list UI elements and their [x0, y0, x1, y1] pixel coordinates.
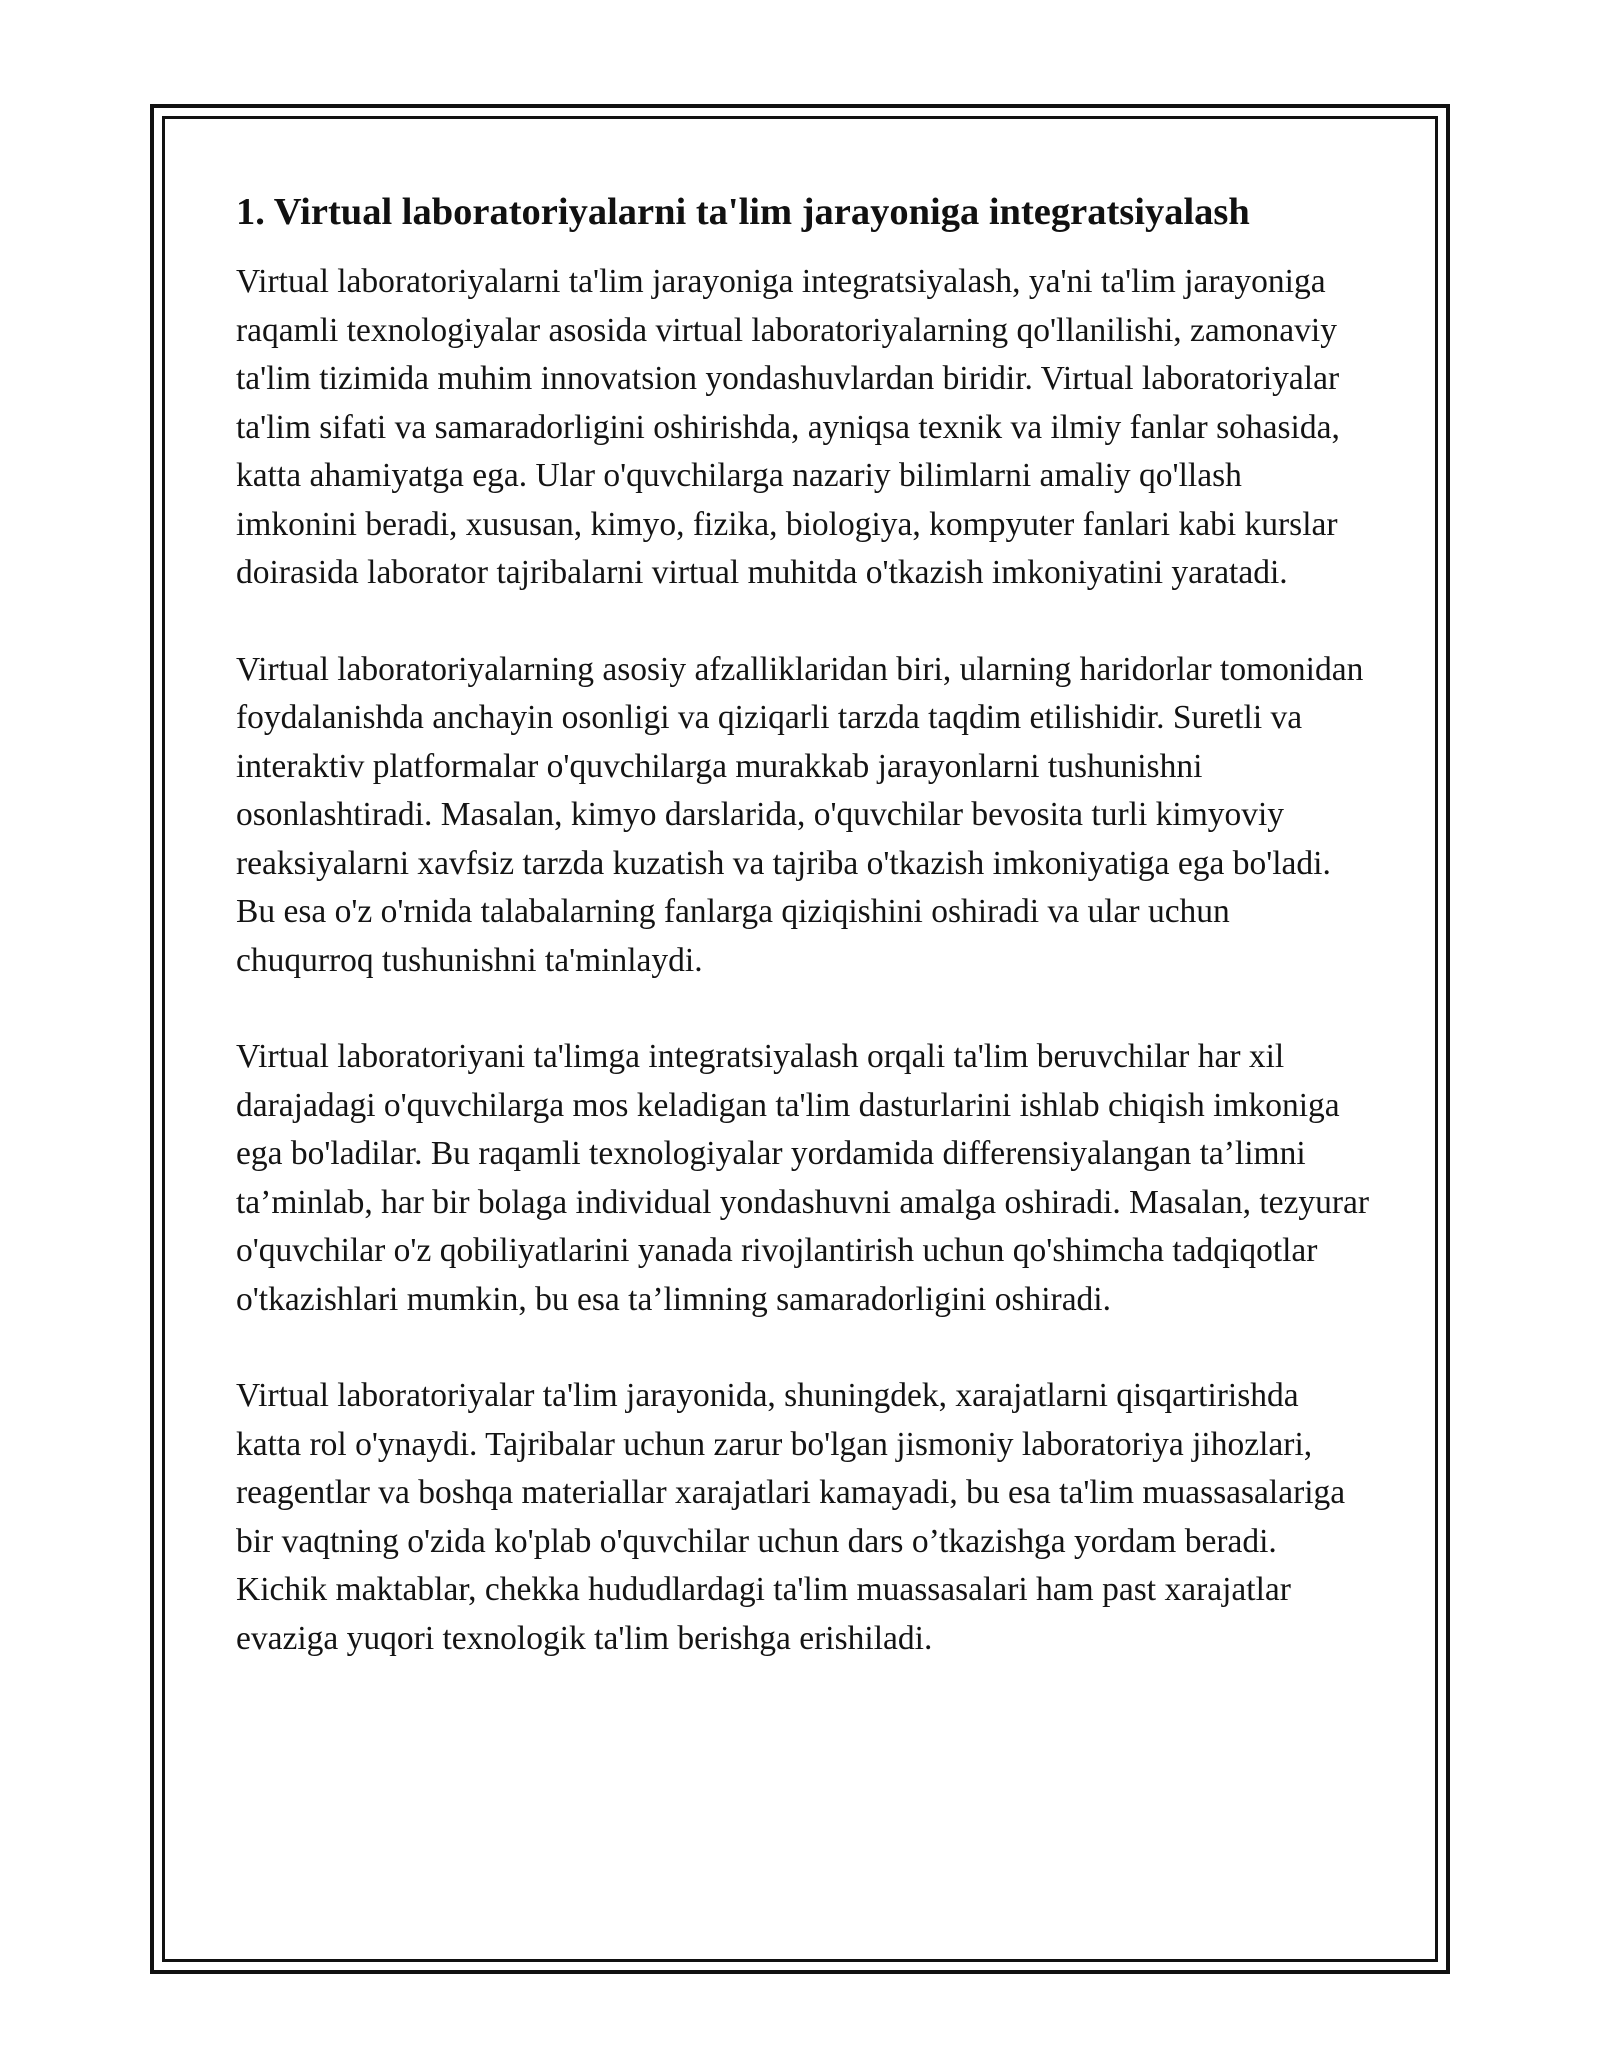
paragraph-3: Virtual laboratoriyani ta'limga integratsiyalash orqali ta'lim beruvchilar har xil darajadagi o'quvchilarga mos keladigan ta'lim dasturlarini ishlab chiqish imkoniga ega bo'ladilar. Bu raqamli texnologiyalar yordamida differensiyalangan ta’limni ta’minlab, har bir bolaga individual yondashuvni amalga oshiradi. Masalan, tezyurar o'quvchilar o'z qobiliyatlarini yanada rivojlantirish uchun qo'shimcha tadqiqotlar o'tkazishlari mumkin, bu esa ta’limning samaradorligini oshiradi. — [236, 1038, 1370, 1318]
paragraph-4: Virtual laboratoriyalar ta'lim jarayonida, shuningdek, xarajatlarni qisqartirishda katta rol o'ynaydi. Tajribalar uchun zarur bo'lgan jismoniy laboratoriya jihozlari, reagentlar va boshqa materiallar xarajatlari kamayadi, bu esa ta'lim muassasalariga bir vaqtning o'zida ko'plab o'quvchilar uchun dars o’tkazishga yordam beradi. Kichik maktablar, chekka hududlardagi ta'lim muassasalari ham past xarajatlar evaziga yuqori texnologik ta'lim berishga erishiladi. — [236, 1377, 1346, 1657]
paragraph-1: Virtual laboratoriyalarni ta'lim jarayoniga integratsiyalash, ya'ni ta'lim jarayoniga raqamli texnologiyalar asosida virtual laboratoriyalarning qo'llanilishi, zamonaviy ta'lim tizimida muhim innovatsion yondashuvlardan biridir. Virtual laboratoriyalar ta'lim sifati va samaradorligini oshirishda, ayniqsa texnik va ilmiy fanlar sohasida, katta ahamiyatga ega. Ular o'quvchilarga nazariy bilimlarni amaliy qo'llash imkonini beradi, xususan, kimyo, fizika, biologiya, kompyuter fanlari kabi kurslar doirasida laborator tajribalarni virtual muhitda o'tkazish imkoniyatini yaratadi. — [236, 263, 1340, 591]
document-body — [236, 186, 1371, 1663]
paragraph-2: Virtual laboratoriyalarning asosiy afzalliklaridan biri, ularning haridorlar tomonidan foydalanishda anchayin osonligi va qiziqarli tarzda taqdim etilishidir. Suretli va interaktiv platformalar o'quvchilarga murakkab jarayonlarni tushunishni osonlashtiradi. Masalan, kimyo darslarida, o'quvchilar bevosita turli kimyoviy reaksiyalarni xavfsiz tarzda kuzatish va tajriba o'tkazish imkoniyatiga ega bo'ladi. Bu esa o'z o'rnida talabalarning fanlarga qiziqishini oshiradi va ular uchun chuqurroq tushunishni ta'minlaydi. — [236, 650, 1364, 979]
section-heading: 1. Virtual laboratoriyalarni ta'lim jarayoniga integratsiyalash — [236, 191, 1250, 233]
